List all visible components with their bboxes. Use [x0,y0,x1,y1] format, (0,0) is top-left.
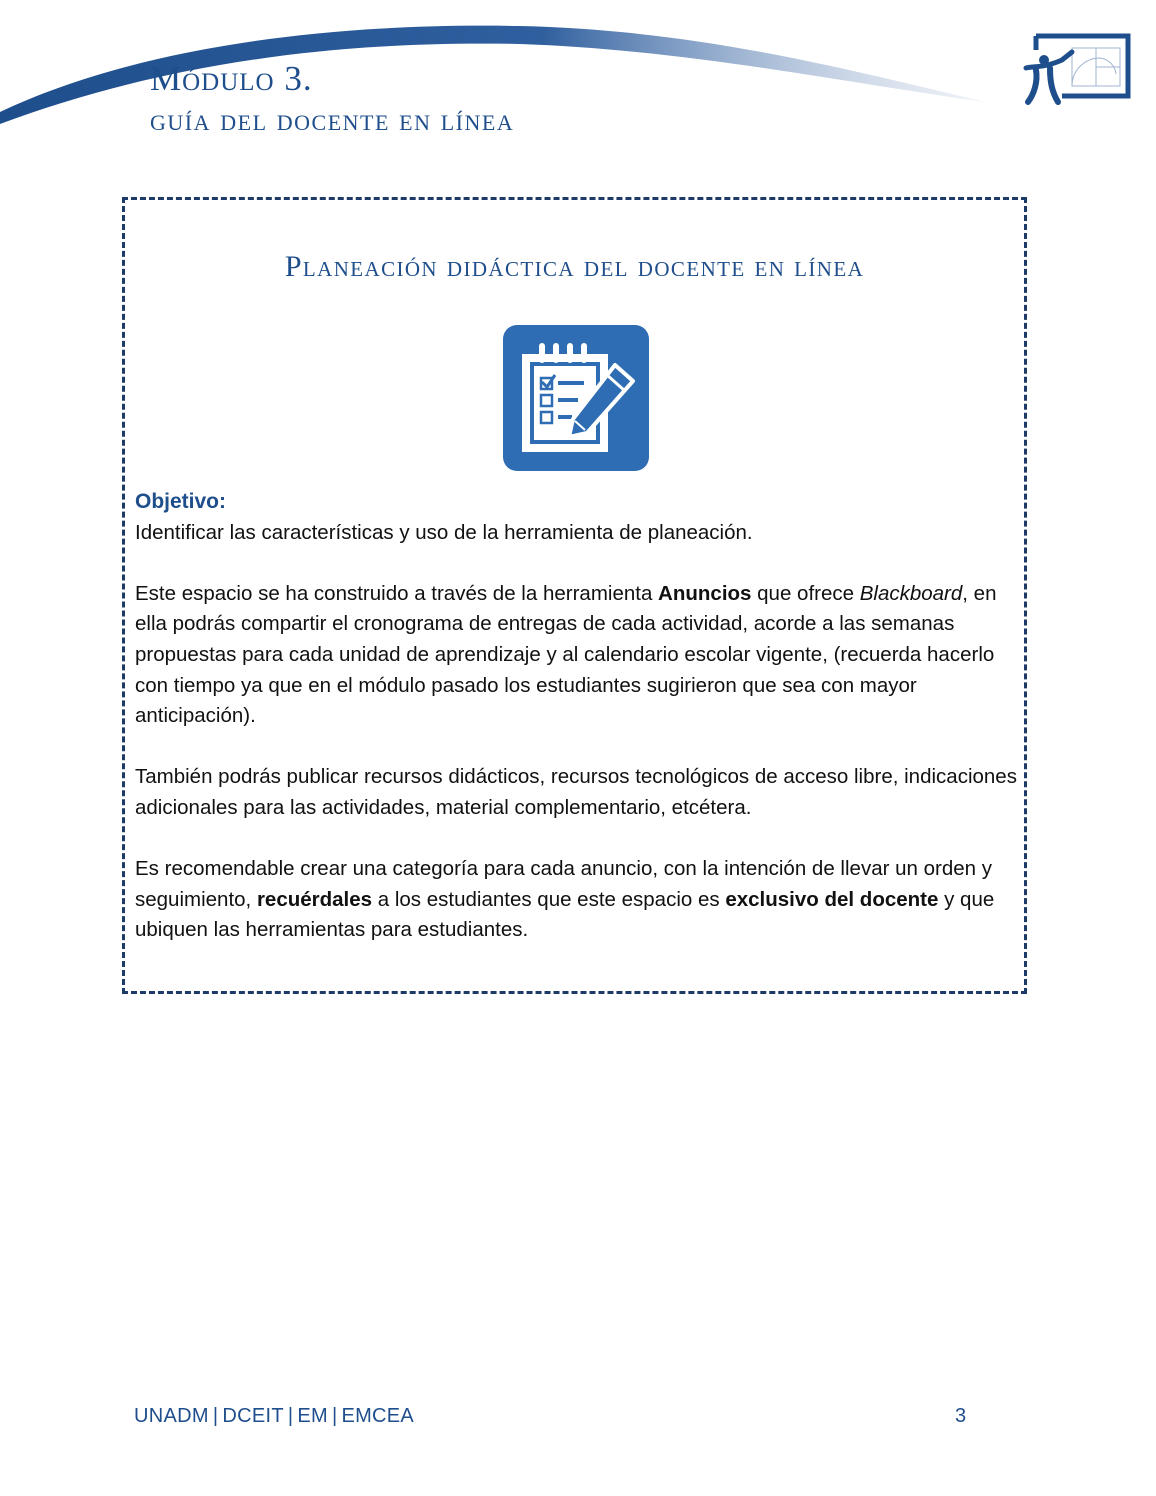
paragraph-categories: Es recomendable crear una categoría para cada anuncio, con la intención de llevar un orden y seguimiento, recuérdales a los estudiantes que este espacio es exclusivo del docente y que ubiquen las herramientas para estudiantes. [135,857,995,942]
italic-blackboard: Blackboard [859,581,963,605]
footer-item-emcea: EMCEA [341,1405,415,1427]
guide-subtitle: guía del docente en línea [150,101,515,137]
module-title: Módulo 3. [150,59,313,98]
checklist-notepad-icon [503,325,649,471]
header-title [150,58,514,139]
body-text [135,487,1025,946]
footer-item-dceit: DCEIT [222,1405,284,1427]
section-title: Planeación didáctica del docente en línea [284,250,865,283]
bold-anuncios: Anuncios [658,581,752,605]
bold-exclusivo: exclusivo del docente [725,887,939,911]
objective-text: Identificar las características y uso de la herramienta de planeación. [135,520,753,544]
objective-label: Objetivo: [135,490,227,513]
pi-teacher-logo-icon [1016,32,1134,108]
page-number: 3 [955,1405,967,1427]
content-box [122,197,1027,994]
footer-item-em: EM [297,1405,328,1427]
bold-recuerdales: recuérdales [256,887,373,911]
paragraph-announcements: Este espacio se ha construido a través de la herramienta Anuncios que ofrece Blackboard, en ella podrás compartir el cronograma de entregas de cada actividad, acorde a las semanas propuestas para cada unidad de aprendizaje y al calendario escolar vigente, (recuerda hacerlo con tiempo ya que en el módulo pasado los estudiantes sugirieron que sea con mayor anticipación). [135,581,997,728]
footer-item-unadm: UNADM [134,1405,209,1427]
paragraph-resources: También podrás publicar recursos didácticos, recursos tecnológicos de acceso libre, indicaciones adicionales para las actividades, material complementario, etcétera. [135,765,1017,819]
footer-institution: UNADM | DCEIT | EM | EMCEA [134,1405,415,1427]
